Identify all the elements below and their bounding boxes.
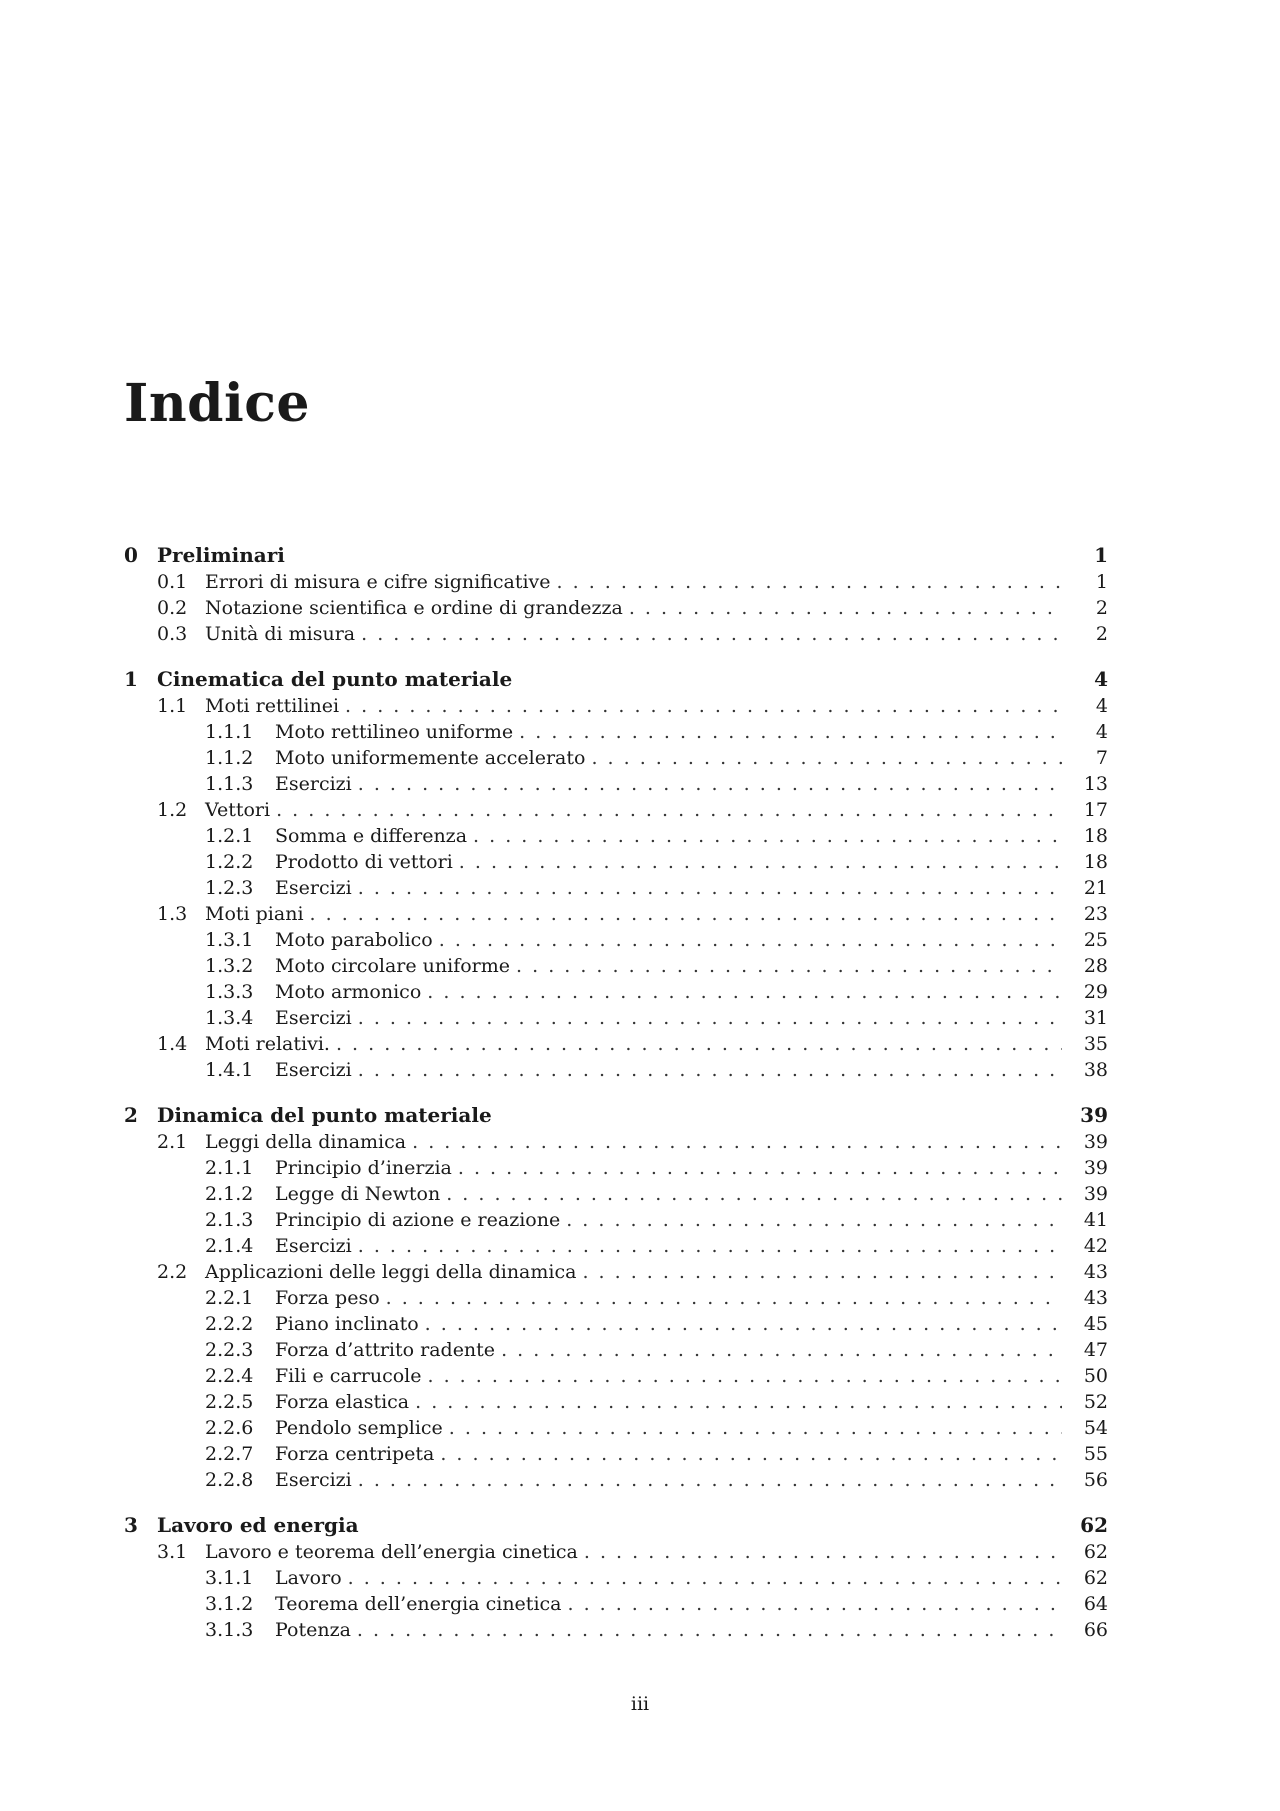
entry-title: Fili e carrucole	[275, 1365, 422, 1387]
dot-leader	[386, 1285, 1062, 1311]
entry-title: Moti relativi.	[205, 1033, 330, 1055]
dot-leader	[310, 901, 1062, 927]
entry-page-number: 28	[1083, 955, 1108, 977]
chapter-number: 2	[124, 1103, 138, 1127]
dot-leader	[412, 1129, 1062, 1155]
chapter-title: Lavoro ed energia	[157, 1513, 359, 1537]
entry-title: Pendolo semplice	[275, 1417, 443, 1439]
toc-subsection-entry[interactable]	[124, 1363, 1108, 1389]
dot-leader	[358, 1233, 1062, 1259]
dot-leader	[276, 797, 1062, 823]
toc-subsection-entry[interactable]	[124, 823, 1108, 849]
toc-section-entry[interactable]	[124, 901, 1108, 927]
toc-subsection-entry[interactable]	[124, 1389, 1108, 1415]
dot-leader	[415, 1389, 1062, 1415]
entry-page-number: 4	[1095, 695, 1108, 717]
chapter-title: Preliminari	[157, 543, 285, 567]
entry-page-number: 4	[1095, 721, 1108, 743]
dot-leader	[348, 1565, 1062, 1591]
entry-title: Esercizi	[275, 1059, 352, 1081]
entry-title: Leggi della dinamica	[205, 1131, 407, 1153]
entry-title: Moto armonico	[275, 981, 422, 1003]
dot-leader	[566, 1207, 1062, 1233]
entry-number: 1.1	[157, 695, 188, 717]
entry-number: 1.2	[157, 799, 188, 821]
chapter-number: 0	[124, 543, 138, 567]
entry-number: 2.2.2	[205, 1313, 254, 1335]
entry-page-number: 7	[1095, 747, 1108, 769]
entry-title: Moto circolare uniforme	[275, 955, 511, 977]
entry-title: Vettori	[205, 799, 271, 821]
entry-page-number: 13	[1083, 773, 1108, 795]
entry-title: Lavoro	[275, 1567, 342, 1589]
toc-section-entry[interactable]	[124, 1259, 1108, 1285]
entry-title: Principio di azione e reazione	[275, 1209, 561, 1231]
chapter-number: 3	[124, 1513, 138, 1537]
toc-subsection-entry[interactable]	[124, 1285, 1108, 1311]
dot-leader	[591, 745, 1062, 771]
entry-title: Moto uniformemente accelerato	[275, 747, 586, 769]
toc-section-entry[interactable]	[124, 1031, 1108, 1057]
toc-section-entry[interactable]	[124, 1129, 1108, 1155]
dot-leader	[439, 927, 1062, 953]
page-number: iii	[630, 1693, 650, 1715]
entry-number: 1.2.2	[205, 851, 254, 873]
entry-title: Moto rettilineo uniforme	[275, 721, 514, 743]
entry-page-number: 21	[1083, 877, 1108, 899]
entry-page-number: 39	[1083, 1183, 1108, 1205]
toc-subsection-entry[interactable]	[124, 1565, 1108, 1591]
entry-title: Forza centripeta	[275, 1443, 435, 1465]
entry-number: 1.3.4	[205, 1007, 254, 1029]
entry-page-number: 62	[1083, 1541, 1108, 1563]
entry-number: 3.1.3	[205, 1619, 254, 1641]
entry-number: 2.1.3	[205, 1209, 254, 1231]
dot-leader	[336, 1031, 1062, 1057]
dot-leader	[358, 1467, 1062, 1493]
entry-page-number: 43	[1083, 1287, 1108, 1309]
chapter-title: Cinematica del punto materiale	[157, 667, 513, 691]
entry-number: 1.3.3	[205, 981, 254, 1003]
chapter-page-number: 62	[1080, 1513, 1108, 1537]
dot-leader	[516, 953, 1062, 979]
toc-chapter-block	[124, 1511, 1108, 1643]
entry-number: 2.2.6	[205, 1417, 254, 1439]
entry-title: Applicazioni delle leggi della dinamica	[205, 1261, 577, 1283]
entry-number: 1.3	[157, 903, 188, 925]
dot-leader	[358, 771, 1062, 797]
entry-title: Esercizi	[275, 773, 352, 795]
entry-title: Piano inclinato	[275, 1313, 419, 1335]
dot-leader	[358, 1005, 1062, 1031]
toc-subsection-entry[interactable]	[124, 1311, 1108, 1337]
toc-subsection-entry[interactable]	[124, 1155, 1108, 1181]
toc-subsection-entry[interactable]	[124, 953, 1108, 979]
dot-leader	[501, 1337, 1062, 1363]
entry-number: 2.2.5	[205, 1391, 254, 1413]
entry-page-number: 62	[1083, 1567, 1108, 1589]
entry-title: Legge di Newton	[275, 1183, 441, 1205]
dot-leader	[440, 1441, 1062, 1467]
toc-subsection-entry[interactable]	[124, 1441, 1108, 1467]
entry-title: Forza d’attrito radente	[275, 1339, 496, 1361]
entry-number: 2.2.8	[205, 1469, 254, 1491]
entry-number: 1.3.1	[205, 929, 254, 951]
dot-leader	[567, 1591, 1062, 1617]
entry-title: Errori di misura e cifre significative	[205, 571, 551, 593]
dot-leader	[584, 1539, 1062, 1565]
entry-title: Esercizi	[275, 1235, 352, 1257]
entry-number: 1.3.2	[205, 955, 254, 977]
dot-leader	[345, 693, 1062, 719]
entry-title: Moti piani	[205, 903, 304, 925]
entry-title: Potenza	[275, 1619, 351, 1641]
toc-subsection-entry[interactable]	[124, 1617, 1108, 1643]
entry-number: 3.1.2	[205, 1593, 254, 1615]
entry-page-number: 47	[1083, 1339, 1108, 1361]
toc-section-entry[interactable]	[124, 595, 1108, 621]
entry-title: Forza elastica	[275, 1391, 410, 1413]
toc-section-entry[interactable]	[124, 569, 1108, 595]
entry-number: 3.1.1	[205, 1567, 254, 1589]
entry-page-number: 45	[1083, 1313, 1108, 1335]
toc-subsection-entry[interactable]	[124, 771, 1108, 797]
entry-number: 1.4.1	[205, 1059, 254, 1081]
entry-number: 2.2	[157, 1261, 188, 1283]
dot-leader	[449, 1415, 1062, 1441]
entry-page-number: 56	[1083, 1469, 1108, 1491]
entry-number: 3.1	[157, 1541, 188, 1563]
entry-title: Lavoro e teorema dell’energia cinetica	[205, 1541, 578, 1563]
toc-subsection-entry[interactable]	[124, 979, 1108, 1005]
entry-number: 0.3	[157, 623, 188, 645]
entry-number: 2.1.4	[205, 1235, 254, 1257]
chapter-title: Dinamica del punto materiale	[157, 1103, 492, 1127]
entry-title: Esercizi	[275, 877, 352, 899]
toc-section-entry[interactable]	[124, 621, 1108, 647]
entry-page-number: 43	[1083, 1261, 1108, 1283]
entry-title: Notazione scientifica e ordine di grandezza	[205, 597, 623, 619]
entry-number: 2.2.4	[205, 1365, 254, 1387]
dot-leader	[473, 823, 1062, 849]
dot-leader	[357, 1617, 1062, 1643]
entry-title: Teorema dell’energia cinetica	[275, 1593, 562, 1615]
entry-page-number: 25	[1083, 929, 1108, 951]
dot-leader	[519, 719, 1062, 745]
entry-page-number: 18	[1083, 825, 1108, 847]
dot-leader	[361, 621, 1062, 647]
dot-leader	[358, 1057, 1062, 1083]
entry-page-number: 2	[1095, 623, 1108, 645]
entry-page-number: 18	[1083, 851, 1108, 873]
entry-title: Prodotto di vettori	[275, 851, 453, 873]
toc-subsection-entry[interactable]	[124, 1005, 1108, 1031]
toc-subsection-entry[interactable]	[124, 875, 1108, 901]
entry-page-number: 64	[1083, 1593, 1108, 1615]
toc-subsection-entry[interactable]	[124, 1591, 1108, 1617]
entry-title: Moti rettilinei	[205, 695, 340, 717]
entry-page-number: 41	[1083, 1209, 1108, 1231]
dot-leader	[582, 1259, 1062, 1285]
entry-number: 2.1.2	[205, 1183, 254, 1205]
toc-subsection-entry[interactable]	[124, 719, 1108, 745]
toc-subsection-entry[interactable]	[124, 927, 1108, 953]
entry-title: Somma e differenza	[275, 825, 468, 847]
toc-subsection-entry[interactable]	[124, 1233, 1108, 1259]
toc-chapter-entry[interactable]	[124, 665, 1108, 693]
entry-number: 1.2.3	[205, 877, 254, 899]
toc-section-entry[interactable]	[124, 693, 1108, 719]
entry-page-number: 1	[1095, 571, 1108, 593]
toc-chapter-block	[124, 541, 1108, 647]
entry-number: 2.1	[157, 1131, 188, 1153]
dot-leader	[428, 1363, 1062, 1389]
entry-page-number: 29	[1083, 981, 1108, 1003]
entry-number: 2.2.1	[205, 1287, 254, 1309]
entry-page-number: 2	[1095, 597, 1108, 619]
entry-page-number: 55	[1083, 1443, 1108, 1465]
dot-leader	[425, 1311, 1062, 1337]
toc-subsection-entry[interactable]	[124, 1207, 1108, 1233]
entry-page-number: 54	[1083, 1417, 1108, 1439]
entry-number: 1.1.1	[205, 721, 254, 743]
entry-page-number: 31	[1083, 1007, 1108, 1029]
dot-leader	[358, 875, 1062, 901]
entry-page-number: 39	[1083, 1157, 1108, 1179]
page-title: Indice	[124, 373, 310, 434]
entry-number: 1.1.2	[205, 747, 254, 769]
dot-leader	[557, 569, 1062, 595]
dot-leader	[427, 979, 1062, 1005]
toc-section-entry[interactable]	[124, 1539, 1108, 1565]
entry-title: Unità di misura	[205, 623, 356, 645]
entry-title: Moto parabolico	[275, 929, 433, 951]
toc-chapter-entry[interactable]	[124, 1101, 1108, 1129]
entry-page-number: 50	[1083, 1365, 1108, 1387]
dot-leader	[446, 1181, 1062, 1207]
entry-page-number: 35	[1083, 1033, 1108, 1055]
chapter-number: 1	[124, 667, 138, 691]
dot-leader	[629, 595, 1062, 621]
toc-subsection-entry[interactable]	[124, 1057, 1108, 1083]
entry-number: 2.1.1	[205, 1157, 254, 1179]
toc-chapter-entry[interactable]	[124, 541, 1108, 569]
dot-leader	[458, 1155, 1062, 1181]
entry-number: 2.2.7	[205, 1443, 254, 1465]
entry-title: Esercizi	[275, 1007, 352, 1029]
entry-page-number: 39	[1083, 1131, 1108, 1153]
entry-title: Forza peso	[275, 1287, 380, 1309]
chapter-page-number: 1	[1094, 543, 1108, 567]
table-of-contents	[124, 541, 1108, 1661]
entry-page-number: 42	[1083, 1235, 1108, 1257]
entry-page-number: 23	[1083, 903, 1108, 925]
entry-number: 1.1.3	[205, 773, 254, 795]
chapter-page-number: 39	[1080, 1103, 1108, 1127]
toc-subsection-entry[interactable]	[124, 849, 1108, 875]
toc-subsection-entry[interactable]	[124, 1181, 1108, 1207]
entry-number: 2.2.3	[205, 1339, 254, 1361]
entry-number: 1.4	[157, 1033, 188, 1055]
entry-page-number: 66	[1083, 1619, 1108, 1641]
entry-title: Principio d’inerzia	[275, 1157, 452, 1179]
chapter-page-number: 4	[1094, 667, 1108, 691]
toc-subsection-entry[interactable]	[124, 1467, 1108, 1493]
toc-subsection-entry[interactable]	[124, 1337, 1108, 1363]
toc-chapter-block	[124, 665, 1108, 1083]
toc-chapter-block	[124, 1101, 1108, 1493]
entry-number: 0.1	[157, 571, 188, 593]
entry-number: 0.2	[157, 597, 188, 619]
toc-subsection-entry[interactable]	[124, 745, 1108, 771]
toc-chapter-entry[interactable]	[124, 1511, 1108, 1539]
entry-page-number: 38	[1083, 1059, 1108, 1081]
entry-title: Esercizi	[275, 1469, 352, 1491]
toc-subsection-entry[interactable]	[124, 1415, 1108, 1441]
entry-page-number: 52	[1083, 1391, 1108, 1413]
entry-page-number: 17	[1083, 799, 1108, 821]
entry-number: 1.2.1	[205, 825, 254, 847]
toc-section-entry[interactable]	[124, 797, 1108, 823]
dot-leader	[459, 849, 1062, 875]
